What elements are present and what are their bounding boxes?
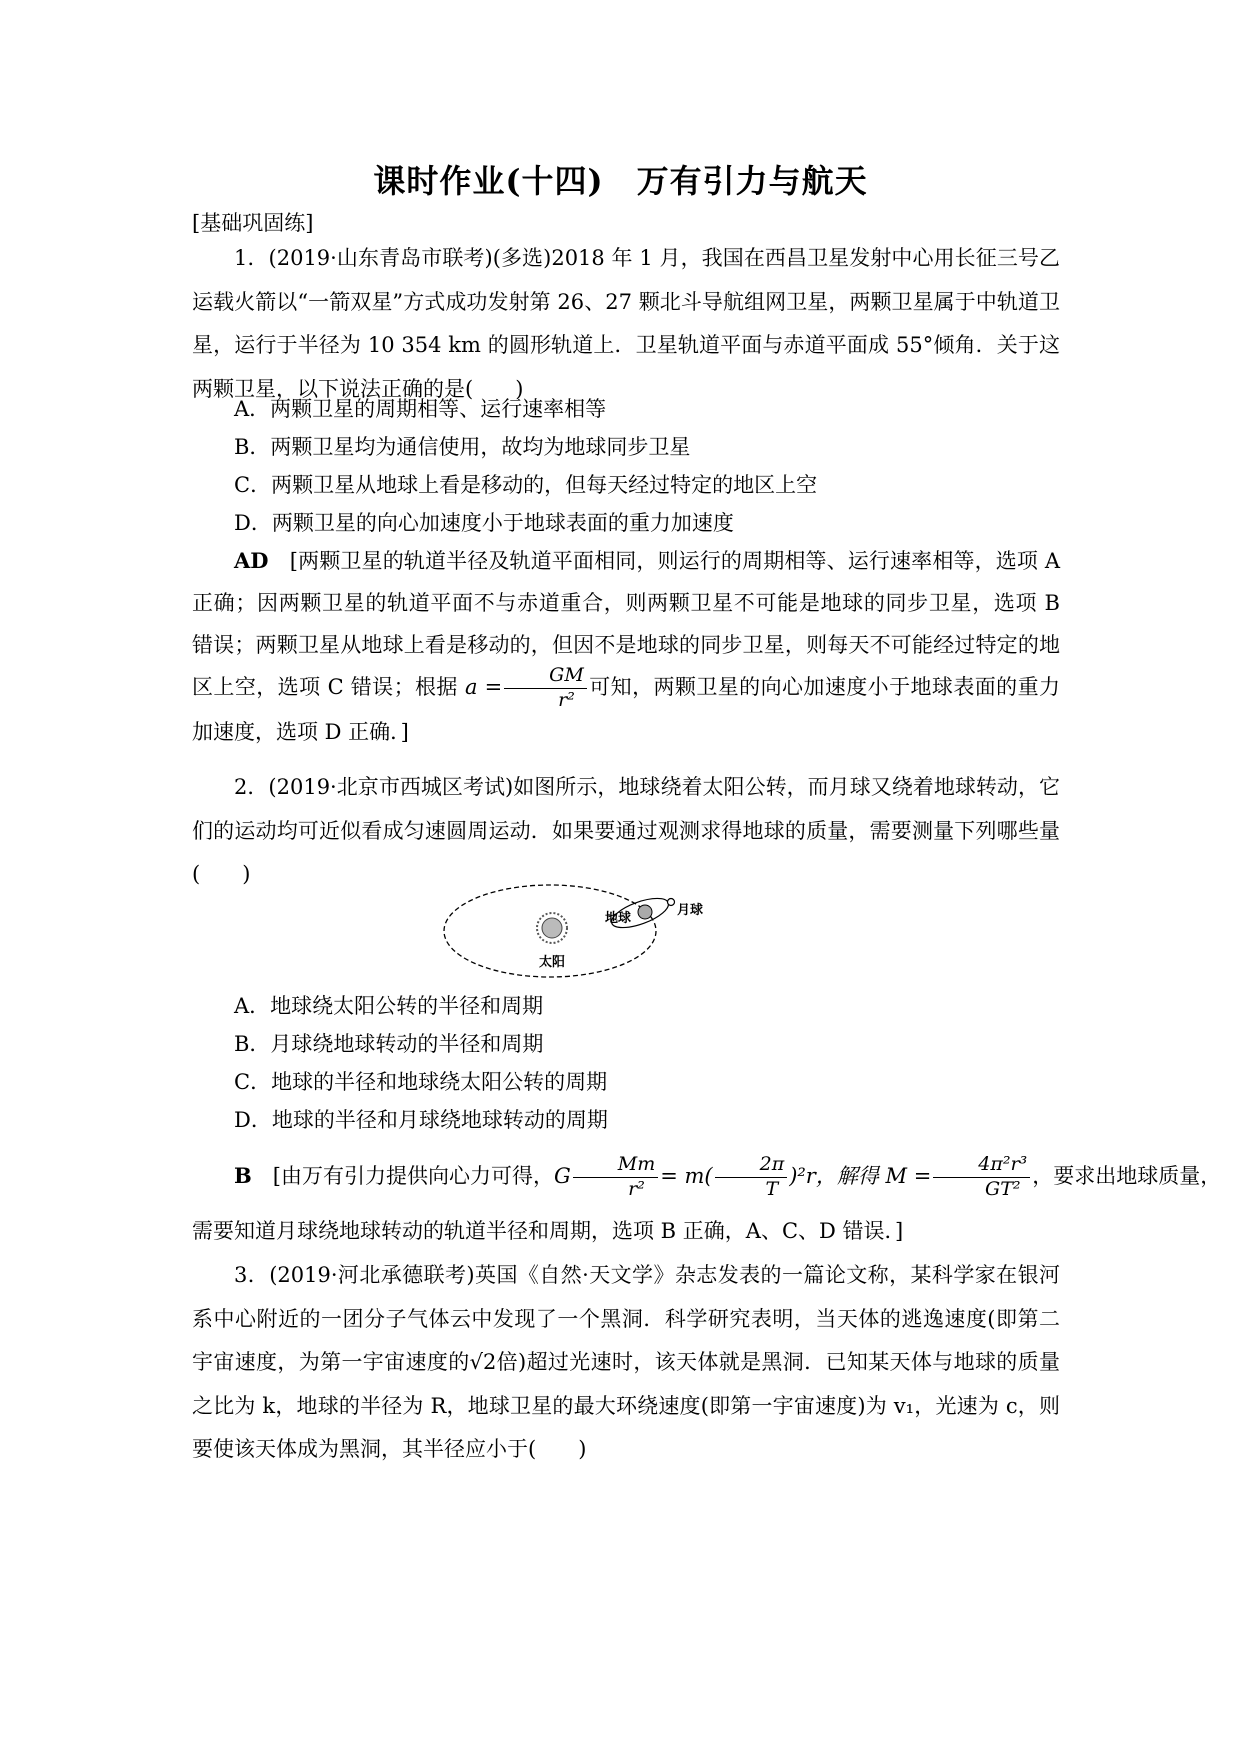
q2-option-c: C．地球的半径和地球绕太阳公转的周期: [234, 1070, 608, 1094]
q1-option-c: C．两颗卫星从地球上看是移动的，但每天经过特定的地区上空: [234, 473, 818, 497]
q2-f2-fraction: [715, 1155, 788, 1200]
q2-expl-a: [由万有引力提供向心力可得，: [272, 1164, 554, 1188]
q2-f3-num: 4π²r³: [933, 1155, 1030, 1178]
section-label: [基础巩固练]: [192, 211, 314, 235]
q2-f1-den: r²: [628, 1178, 645, 1200]
orbit-figure: [440, 876, 740, 981]
earth-label: 地球: [605, 911, 632, 926]
sun-label: 太阳: [538, 955, 566, 970]
q2-stem: 2．(2019·北京市西城区考试)如图所示，地球绕着太阳公转，而月球又绕着地球转动，它们的运动均可近似看成匀速圆周运动．如果要通过观测求得地球的质量，需要测量下列哪些量( ): [192, 775, 1060, 886]
q1-explanation: [192, 540, 1060, 753]
q3-stem: [192, 1254, 1060, 1472]
page-title: 课时作业(十四) 万有引力与航天: [373, 162, 868, 200]
q1-formula-lhs: a =: [464, 675, 503, 699]
moon-icon: [668, 899, 675, 906]
q3-stem-a: 3．(2019·河北承德联考)英国《自然·天文学》杂志发表的一篇论文称，某科学家在银河系中心附近的一团分子气体云中发现了一个黑洞．科学研究表明，当天体的逃逸速度(即第二宇宙速度，为第一宇宙速度的: [192, 1263, 1060, 1374]
q1-expl-part2: 可知，两颗卫星的向心加速度小于地球表面的重力加速度，选项 D 正确．]: [192, 675, 1061, 744]
q2-option-d: D．地球的半径和月球绕地球转动的周期: [234, 1108, 608, 1132]
q3-stem-b: 倍)超过光速时，该天体就是黑洞．已知某天体与地球的质量之比为 k，地球的半径为 R，地球卫星的最大环绕速度(即第一宇宙速度)为 v₁，光速为 c，则要使该天体成为黑洞，其半径应小于( ): [192, 1350, 1061, 1461]
q1-expl-part1: [两颗卫星的轨道半径及轨道平面相同，则运行的周期相等、运行速率相等，选项 A 正确；因两颗卫星的轨道平面不与赤道重合，则两颗卫星不可能是地球的同步卫星，选项 B 错误；两颗卫星从地球上看是移动的，但因不是地球的同步卫星，则每天不可能经过特定的地区上空，选项 C 错误；根据: [192, 549, 1061, 699]
q2-f2-num: 2π: [715, 1155, 788, 1178]
earth-icon: [638, 905, 652, 919]
q1-option-a: A．两颗卫星的周期相等、运行速率相等: [234, 397, 607, 421]
q2-f1-g: G: [553, 1164, 571, 1188]
q2-f1-num: Mm: [573, 1155, 658, 1178]
q2-explanation-line2: 需要知道月球绕地球转动的轨道半径和周期，选项 B 正确，A、C、D 错误．]: [192, 1219, 904, 1243]
moon-label: 月球: [677, 903, 704, 918]
q1-formula-den: r²: [558, 689, 575, 711]
sun-icon: [537, 913, 567, 943]
q1-formula-fraction: [504, 666, 587, 711]
q2-f1-mid: = m(: [660, 1164, 713, 1188]
q1-formula-num: GM: [504, 666, 587, 689]
q1-stem: 1．(2019·山东青岛市联考)(多选)2018 年 1 月，我国在西昌卫星发射中心用长征三号乙运载火箭以“一箭双星”方式成功发射第 26、27 颗北斗导航组网卫星，两颗卫星属于中轨道卫星，运行于半径为 10 354 km 的圆形轨道上．卫星轨道平面与赤道平面成 55°倾角．关于这两颗卫星，以下说法正确的是( ): [192, 246, 1060, 401]
q2-expl-b: ，要求出地球质量，: [1032, 1164, 1222, 1188]
q1-option-b: B．两颗卫星均为通信使用，故均为地球同步卫星: [234, 435, 691, 459]
q2-answer: B: [234, 1163, 252, 1188]
q2-option-a: A．地球绕太阳公转的半径和周期: [234, 994, 544, 1018]
q2-f3-fraction: [933, 1155, 1030, 1200]
q2-explanation-line1: [192, 1148, 1222, 1204]
q2-f1-fraction: [573, 1155, 658, 1200]
q3-sqrt: √2: [469, 1350, 497, 1374]
q1-answer: AD: [234, 548, 269, 573]
q2-f2-den: T: [765, 1178, 779, 1200]
q2-f3-den: GT²: [985, 1178, 1021, 1200]
q1-option-d: D．两颗卫星的向心加速度小于地球表面的重力加速度: [234, 511, 734, 535]
q2-f2-tail: )²r，解得 M =: [789, 1164, 932, 1188]
q2-option-b: B．月球绕地球转动的半径和周期: [234, 1032, 544, 1056]
